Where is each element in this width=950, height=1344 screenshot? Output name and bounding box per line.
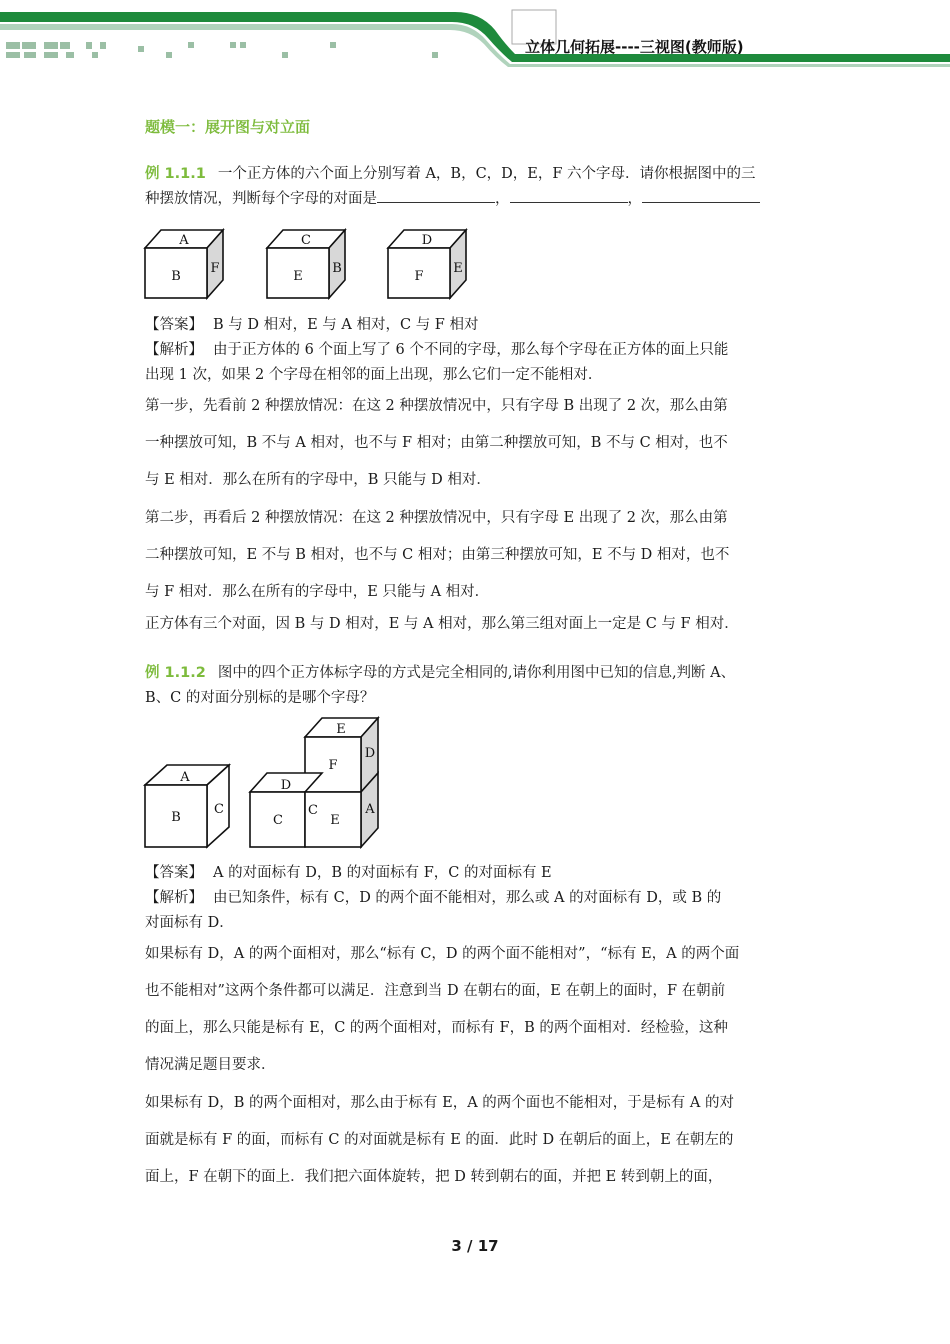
example2-cubes-figure (140, 715, 390, 855)
example1-analysis-line1: 【解析】 由于正方体的 6 个面上写了 6 个不同的字母，那么每个字母在正方体的面上只能 (145, 342, 729, 358)
left-cube-front-label: C (273, 813, 283, 828)
example1-step2-line3: 与 F 相对．那么在所有的字母中，E 只能与 A 相对． (145, 584, 490, 600)
answer-blank[interactable] (642, 188, 760, 203)
cube3-top-label: D (421, 233, 433, 248)
example2-question-line1: 例 1.1.2 图中的四个正方体标字母的方式是完全相同的,请你利用图中已知的信息,判断 A、 (145, 665, 736, 681)
cube2-top-label: C (301, 233, 311, 248)
example2-analysis-line2: 对面标有 D． (145, 915, 234, 931)
example2-analysis-line1: 【解析】 由已知条件，标有 C，D 的两个面不能相对，那么或 A 的对面标有 D，或 B 的 (145, 890, 722, 906)
single-cube (145, 765, 229, 847)
example1-step1-line1: 第一步，先看前 2 种摆放情况：在这 2 种摆放情况中，只有字母 B 出现了 2 次，那么由第 (145, 398, 728, 414)
example2-answer: 【答案】 A 的对面标有 D，B 的对面标有 F，C 的对面标有 E (145, 865, 552, 881)
example2-case2-line2: 面就是标有 F 的面，而标有 C 的对面就是标有 E 的面．此时 D 在朝后的面上，E 在朝左的 (145, 1132, 734, 1148)
example2-case2-line3: 面上，F 在朝下的面上．我们把六面体旋转，把 D 转到朝右的面，并把 E 转到朝上的面， (145, 1169, 723, 1185)
cube1-front-label: B (171, 269, 181, 284)
example2-case2-line1: 如果标有 D，B 的两个面相对，那么由于标有 E，A 的两个面也不能相对，于是标有 A 的对 (145, 1095, 734, 1111)
top-cube-top-label: E (336, 722, 346, 737)
cube-2 (267, 230, 345, 298)
cube2-right-label: B (332, 261, 342, 276)
top-cube-front-label: F (328, 758, 338, 773)
example2-case1-line4: 情况满足题目要求． (145, 1057, 276, 1073)
right-cube-front-label: E (330, 813, 340, 828)
example1-step2-line1: 第二步，再看后 2 种摆放情况：在这 2 种摆放情况中，只有字母 E 出现了 2 次，那么由第 (145, 510, 728, 526)
section-title: 题模一：展开图与对立面 (145, 118, 311, 136)
header-banner (0, 0, 950, 70)
example1-question-line1: 例 1.1.1 一个正方体的六个面上分别写着 A，B，C，D，E，F 六个字母．请你根据图中的三 (145, 166, 756, 182)
example1-cubes-figure (140, 222, 480, 304)
stacked-cubes (250, 718, 378, 847)
cube-1 (145, 230, 223, 298)
cube1-top-label: A (179, 233, 189, 248)
example2-case1-line2: 也不能相对”这两个条件都可以满足．注意到当 D 在朝右的面，E 在朝上的面时，F 在朝前 (145, 983, 726, 999)
example2-question-line2: B、C 的对面分别标的是哪个字母？ (145, 690, 375, 706)
cube3-right-label: E (453, 261, 463, 276)
example1-question-line2: 种摆放情况，判断每个字母的对面是 ， ， (145, 187, 810, 211)
left-cube-right-label: C (308, 803, 318, 818)
single-cube-right-label: C (214, 802, 224, 817)
cube1-right-label: F (210, 261, 220, 276)
top-cube-right-label: D (364, 746, 376, 761)
example1-step1-line3: 与 E 相对．那么在所有的字母中，B 只能与 D 相对． (145, 472, 491, 488)
right-cube-right-label: A (365, 802, 375, 817)
cube2-front-label: E (293, 269, 303, 284)
example1-step1-line2: 一种摆放可知，B 不与 A 相对，也不与 F 相对；由第二种摆放可知，B 不与 C 相对，也不 (145, 435, 728, 451)
answer-blank[interactable] (510, 188, 628, 203)
cube-3 (388, 230, 466, 298)
cube3-front-label: F (414, 269, 424, 284)
example1-label: 例 1.1.1 (145, 166, 206, 182)
example2-case1-line1: 如果标有 D，A 的两个面相对，那么“标有 C，D 的两个面不能相对”，“标有 E，A 的两个面 (145, 946, 740, 962)
page-number: 3 / 17 (451, 1237, 499, 1255)
single-cube-top-label: A (180, 770, 190, 785)
example1-analysis-line2: 出现 1 次，如果 2 个字母在相邻的面上出现，那么它们一定不能相对． (145, 367, 603, 383)
example1-step2-line2: 二种摆放可知，E 不与 B 相对，也不与 C 相对；由第三种摆放可知，E 不与 D 相对，也不 (145, 547, 730, 563)
example1-answer: 【答案】 B 与 D 相对，E 与 A 相对，C 与 F 相对 (145, 317, 479, 333)
document-title: 立体几何拓展----三视图(教师版) (525, 38, 744, 56)
answer-blank[interactable] (377, 188, 495, 203)
example1-conclusion: 正方体有三个对面，因 B 与 D 相对，E 与 A 相对，那么第三组对面上一定是 C 与 F 相对． (145, 616, 739, 632)
example2-case1-line3: 的面上，那么只能是标有 E，C 的两个面相对，而标有 F，B 的两个面相对．经检验，这种 (145, 1020, 728, 1036)
single-cube-front-label: B (171, 810, 181, 825)
left-cube-top-label: D (280, 778, 292, 793)
example2-label: 例 1.1.2 (145, 665, 206, 681)
